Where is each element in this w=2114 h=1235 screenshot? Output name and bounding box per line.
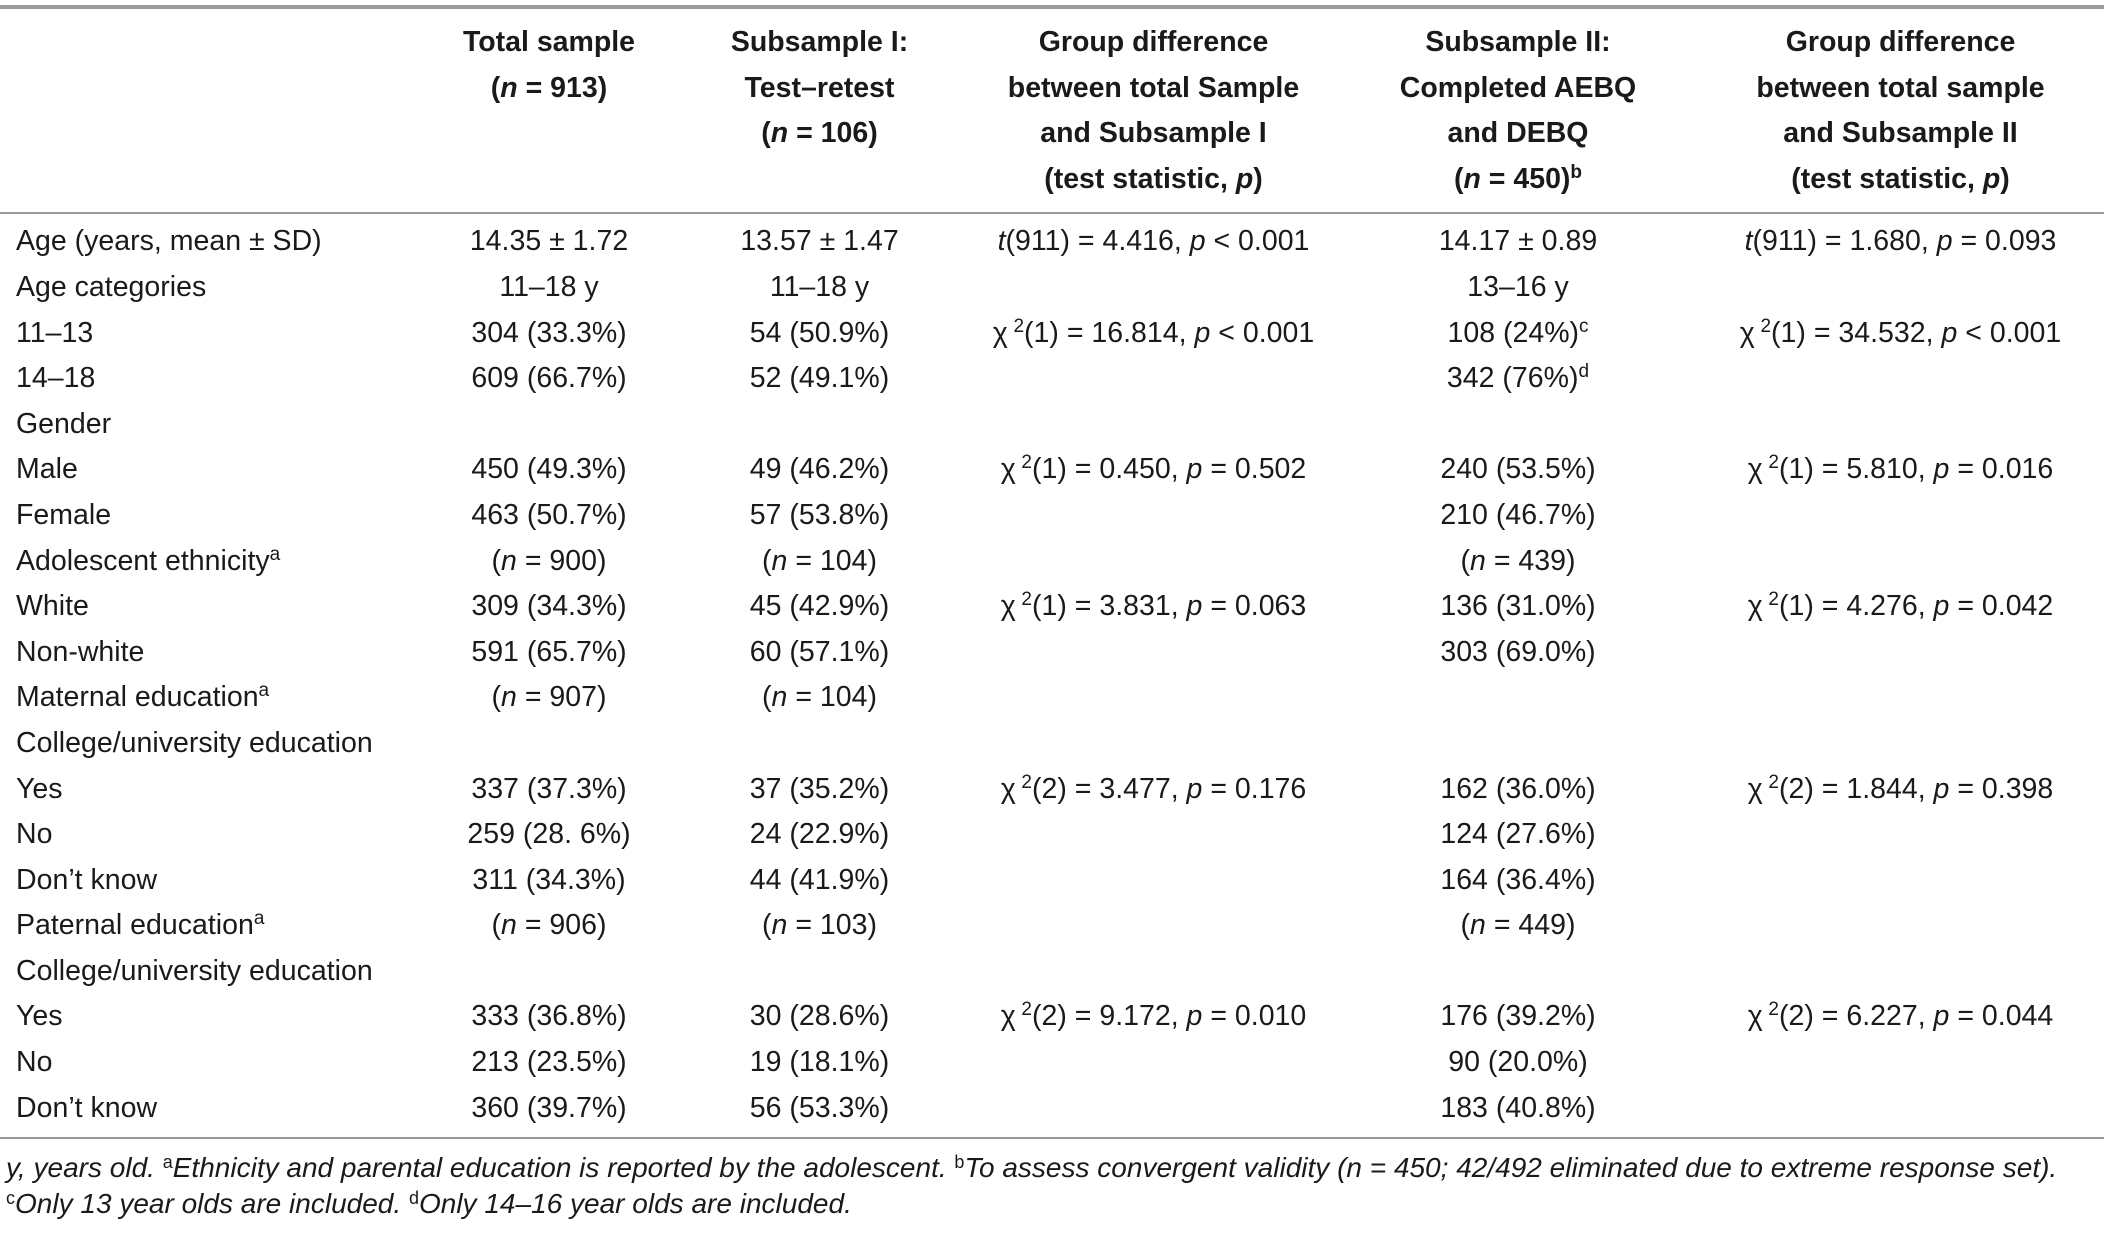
cell-subsample-1: 56 (53.3%) — [671, 1086, 968, 1139]
cell-subsample-1: 24 (22.9%) — [749, 818, 890, 851]
row-label: 14–18 — [16, 362, 96, 395]
table-row — [0, 265, 2104, 311]
header-label — [0, 8, 427, 213]
header-total-sample — [427, 8, 671, 213]
cell-group-diff-1: χ $^2$(2) = 9.172, p = 0.010 — [1000, 999, 1307, 1033]
cell-total-sample: 304 (33.3%) — [471, 316, 627, 349]
cell-total-sample: 360 (39.7%) — [427, 1086, 671, 1139]
cell-group-diff-1: χ $^2$(1) = 16.814, p < 0.001 — [992, 315, 1315, 349]
cell-total-sample: 450 (49.3%) — [471, 453, 627, 486]
cell-group-diff-1 — [968, 675, 1339, 721]
cell-total-sample — [427, 721, 671, 767]
footnote-marker: c — [6, 1188, 15, 1208]
cell-subsample-2: 164 (36.4%) — [1440, 863, 1596, 896]
cell-subsample-2: (n = 439) — [1460, 544, 1576, 577]
row-label: Adolescent ethnicity$^a$ — [16, 543, 281, 577]
stat-symbol: p — [1933, 453, 1950, 486]
cell-group-diff-2: χ $^2$(1) = 4.276, p = 0.042 — [1747, 589, 2054, 623]
cell-subsample-2 — [1339, 675, 1697, 721]
table-row — [0, 1040, 2104, 1086]
cell-subsample-1: 30 (28.6%) — [749, 1000, 890, 1033]
cell-subsample-1 — [671, 721, 968, 767]
table-row — [0, 994, 2104, 1040]
cell-subsample-2: 90 (20.0%) — [1448, 1046, 1588, 1079]
header-line: Group difference — [1038, 26, 1269, 58]
header-line: between total sample — [1756, 71, 2045, 104]
table-row — [0, 447, 2104, 493]
cell-subsample-1 — [671, 402, 968, 448]
table-row — [0, 767, 2104, 813]
header-line: Subsample II: — [1425, 26, 1611, 58]
header-p-symbol: p — [1982, 162, 2001, 195]
cell-total-sample: 259 (28. 6%) — [467, 818, 631, 851]
cell-subsample-2 — [1339, 949, 1697, 995]
exponent: 2 — [1021, 999, 1032, 1021]
stat-symbol: p — [1186, 772, 1203, 805]
cell-subsample-2: (n = 449) — [1460, 909, 1576, 942]
table-row — [0, 213, 2104, 265]
stat-symbol: n — [771, 544, 788, 577]
cell-subsample-1: 57 (53.8%) — [749, 498, 890, 531]
exponent: 2 — [1021, 589, 1032, 611]
cell-total-sample — [427, 402, 671, 448]
cell-subsample-1: 49 (46.2%) — [749, 453, 890, 486]
header-n-line: (n = 106) — [761, 117, 878, 150]
table-footnote — [6, 1150, 2057, 1222]
table-row — [0, 1086, 2104, 1139]
cell-total-sample: 309 (34.3%) — [471, 590, 627, 623]
cell-total-sample: 609 (66.7%) — [471, 362, 627, 395]
cell-total-sample: 213 (23.5%) — [471, 1046, 627, 1079]
exponent: 2 — [1768, 452, 1779, 474]
header-line: and DEBQ — [1447, 117, 1589, 150]
cell-group-diff-2 — [1697, 858, 2104, 904]
cell-subsample-2: 14.17 ± 0.89 — [1438, 225, 1598, 258]
cell-group-diff-2 — [1697, 949, 2104, 995]
cell-total-sample: 337 (37.3%) — [471, 772, 627, 805]
header-p-line: (test statistic, p) — [1791, 162, 2010, 195]
cell-group-diff-2: χ $^2$(2) = 6.227, p = 0.044 — [1747, 999, 2054, 1033]
cell-subsample-1: 45 (42.9%) — [749, 590, 890, 623]
row-label: Non-white — [16, 635, 145, 668]
cell-group-diff-2: χ $^2$(1) = 5.810, p = 0.016 — [1747, 452, 2054, 486]
cell-total-sample: 591 (65.7%) — [471, 635, 627, 668]
stat-symbol: n — [501, 909, 517, 942]
cell-group-diff-2 — [1697, 1086, 2104, 1139]
cell-group-diff-2: χ $^2$(1) = 34.532, p < 0.001 — [1739, 315, 2062, 349]
cell-subsample-1: 52 (49.1%) — [749, 362, 890, 395]
cell-group-diff-1 — [968, 630, 1339, 676]
cell-total-sample: 11–18 y — [499, 270, 599, 303]
cell-group-diff-1: t(911) = 4.416, p < 0.001 — [997, 225, 1310, 258]
header-line: Total sample — [462, 26, 636, 58]
table-row — [0, 949, 2104, 995]
footnote-line-2: $^c$Only 13 year olds are included. $^d$Only 14–16 year olds are included. — [6, 1188, 852, 1219]
row-label: Paternal education$^a$ — [16, 908, 265, 942]
header-group-diff-1 — [968, 8, 1339, 213]
table-row — [0, 539, 2104, 585]
row-label: 11–13 — [16, 316, 94, 349]
cell-subsample-1 — [671, 949, 968, 995]
footnote-marker: b — [954, 1152, 965, 1172]
footnote-marker: a — [269, 543, 281, 565]
row-label: Maternal education$^a$ — [16, 680, 270, 714]
header-subsample-2 — [1339, 8, 1697, 213]
cell-group-diff-1 — [968, 721, 1339, 767]
stat-symbol: p — [1186, 453, 1203, 486]
cell-group-diff-1 — [968, 1086, 1339, 1139]
row-label: Gender — [16, 407, 112, 440]
stat-symbol: p — [1933, 590, 1950, 623]
row-label: Female — [16, 498, 112, 531]
cell-total-sample: 463 (50.7%) — [471, 498, 627, 531]
header-line: Test–retest — [744, 71, 895, 104]
table-row — [0, 675, 2104, 721]
cell-group-diff-1 — [968, 812, 1339, 858]
footnote-marker: a — [253, 908, 265, 930]
cell-subsample-1: 13.57 ± 1.47 — [740, 225, 899, 258]
cell-group-diff-2 — [1697, 539, 2104, 585]
cell-total-sample: (n = 907) — [491, 681, 607, 714]
stat-symbol: p — [1936, 225, 1953, 258]
cell-group-diff-1: χ $^2$(1) = 0.450, p = 0.502 — [1000, 452, 1307, 486]
cell-total-sample: (n = 900) — [491, 544, 607, 577]
exponent: 2 — [1768, 999, 1779, 1021]
row-label: Don’t know — [0, 1086, 427, 1139]
table-row — [0, 311, 2104, 357]
exponent: 2 — [1021, 771, 1032, 793]
header-line: Group difference — [1785, 26, 2016, 58]
row-label: No — [16, 1046, 53, 1079]
stat-symbol: p — [1186, 1000, 1203, 1033]
header-subsample-1 — [671, 8, 968, 213]
cell-group-diff-2 — [1697, 675, 2104, 721]
cell-total-sample: 333 (36.8%) — [471, 1000, 627, 1033]
stat-symbol: n — [501, 544, 517, 577]
cell-subsample-2: 176 (39.2%) — [1440, 1000, 1596, 1033]
header-n-symbol: n — [770, 117, 789, 150]
cell-group-diff-1 — [968, 539, 1339, 585]
stat-symbol: p — [1189, 225, 1206, 258]
table-row — [0, 402, 2104, 448]
cell-group-diff-1 — [968, 903, 1339, 949]
cell-group-diff-1 — [968, 356, 1339, 402]
cell-subsample-2: 108 $(24\%)^c$ — [1447, 315, 1589, 349]
footnote-marker: b — [1570, 161, 1583, 183]
cell-group-diff-2 — [1697, 402, 2104, 448]
cell-subsample-1: (n = 104) — [762, 681, 877, 714]
stat-symbol: p — [1194, 316, 1211, 349]
cell-subsample-2: 342 $(76\%)^d$ — [1446, 361, 1590, 395]
row-label: Yes — [16, 1000, 63, 1033]
row-label: Yes — [16, 772, 63, 805]
cell-subsample-2 — [1339, 721, 1697, 767]
cell-group-diff-2 — [1697, 903, 2104, 949]
header-p-symbol: p — [1235, 162, 1254, 195]
row-label: Don’t know — [16, 863, 158, 896]
exponent: 2 — [1760, 315, 1772, 337]
cell-group-diff-1: χ $^2$(1) = 3.831, p = 0.063 — [1000, 589, 1307, 623]
cell-group-diff-2: χ $^2$(2) = 1.844, p = 0.398 — [1747, 771, 2054, 805]
stat-symbol: t — [997, 225, 1006, 258]
cell-subsample-1: 60 (57.1%) — [749, 635, 890, 668]
cell-group-diff-2 — [1697, 1040, 2104, 1086]
cell-group-diff-1 — [968, 493, 1339, 539]
cell-subsample-1: 37 (35.2%) — [749, 772, 890, 805]
cell-group-diff-2: t(911) = 1.680, p = 0.093 — [1744, 225, 2057, 258]
footnote-marker: a — [258, 680, 270, 702]
header-group-diff-2 — [1697, 8, 2104, 213]
stat-symbol: n — [771, 681, 788, 714]
cell-subsample-2: 162 (36.0%) — [1440, 772, 1596, 805]
cell-subsample-1: (n = 104) — [762, 544, 877, 577]
footnote-marker: a — [162, 1152, 173, 1172]
cell-subsample-2 — [1339, 402, 1697, 448]
table-row — [0, 584, 2104, 630]
cell-group-diff-2 — [1697, 265, 2104, 311]
cell-group-diff-2 — [1697, 630, 2104, 676]
cell-subsample-2: 210 (46.7%) — [1440, 498, 1596, 531]
header-n-line: (n = 913) — [490, 71, 608, 104]
cell-subsample-2: 303 (69.0%) — [1440, 635, 1596, 668]
cell-group-diff-2 — [1697, 812, 2104, 858]
table-row — [0, 812, 2104, 858]
cell-group-diff-2 — [1697, 356, 2104, 402]
row-label: College/university education — [16, 954, 373, 987]
header-line: and Subsample I — [1040, 117, 1267, 150]
cell-subsample-1: 11–18 y — [769, 270, 870, 303]
stat-symbol: n — [771, 909, 788, 942]
cell-total-sample: 311 (34.3%) — [472, 863, 626, 896]
cell-group-diff-1 — [968, 949, 1339, 995]
cell-total-sample: 14.35 ± 1.72 — [469, 225, 629, 258]
cell-subsample-2: 136 (31.0%) — [1440, 590, 1596, 623]
stat-symbol: p — [1941, 316, 1958, 349]
cell-subsample-2: 183 (40.8%) — [1339, 1086, 1697, 1139]
row-label: No — [16, 818, 53, 851]
cell-total-sample — [427, 949, 671, 995]
cell-group-diff-1 — [968, 402, 1339, 448]
cell-subsample-1: 54 (50.9%) — [749, 316, 890, 349]
stat-symbol: n — [1470, 544, 1486, 577]
row-label: Age (years, mean ± SD) — [16, 225, 322, 258]
stat-symbol: n — [1470, 909, 1486, 942]
cell-group-diff-1: χ $^2$(2) = 3.477, p = 0.176 — [1000, 771, 1307, 805]
row-label: College/university education — [16, 726, 373, 759]
cell-subsample-1: 44 (41.9%) — [749, 863, 890, 896]
header-n-symbol: n — [500, 71, 518, 104]
exponent: 2 — [1768, 589, 1779, 611]
stat-symbol: p — [1933, 1000, 1950, 1033]
exponent: 2 — [1013, 315, 1025, 337]
cell-group-diff-2 — [1697, 721, 2104, 767]
cell-subsample-1: (n = 103) — [762, 909, 877, 942]
table-body — [0, 213, 2104, 1138]
exponent: 2 — [1768, 771, 1779, 793]
stat-symbol: p — [1186, 590, 1203, 623]
demographics-table — [0, 5, 2104, 1139]
header-n-symbol: n — [1463, 162, 1481, 195]
cell-group-diff-2 — [1697, 493, 2104, 539]
footnote-marker: c — [1579, 315, 1589, 337]
table-row — [0, 721, 2104, 767]
cell-subsample-2: 13–16 y — [1467, 270, 1569, 303]
header-line: Subsample I: — [730, 26, 909, 58]
cell-subsample-2: 124 (27.6%) — [1440, 818, 1596, 851]
exponent: 2 — [1021, 452, 1032, 474]
cell-subsample-2: 240 (53.5%) — [1440, 453, 1596, 486]
row-label: Male — [16, 453, 78, 486]
header-n-line: (n = 450)$^b$ — [1453, 161, 1583, 195]
cell-total-sample: (n = 906) — [491, 909, 607, 942]
header-line: between total Sample — [1007, 71, 1300, 104]
footnote-line-1: y, years old. $^a$Ethnicity and parental education is reported by the adolescent. $^b$To assess convergent validity (n = 450; 42/492 eliminated due to extreme response set). — [6, 1152, 2058, 1183]
stat-symbol: t — [1744, 225, 1753, 258]
footnote-marker: d — [408, 1188, 419, 1208]
cell-subsample-1: 19 (18.1%) — [749, 1046, 890, 1079]
row-label: Age categories — [16, 270, 207, 303]
stat-symbol: p — [1933, 772, 1950, 805]
header-line: and Subsample II — [1783, 117, 2018, 150]
table-row — [0, 356, 2104, 402]
table-row — [0, 858, 2104, 904]
stat-symbol: n — [501, 681, 517, 714]
table-row — [0, 493, 2104, 539]
cell-group-diff-1 — [968, 265, 1339, 311]
row-label: White — [16, 590, 89, 623]
header-row — [0, 8, 2104, 213]
footnote-marker: d — [1578, 361, 1590, 383]
header-line: Completed AEBQ — [1399, 71, 1637, 104]
cell-group-diff-1 — [968, 1040, 1339, 1086]
table-row — [0, 903, 2104, 949]
cell-group-diff-1 — [968, 858, 1339, 904]
table-header — [0, 6, 2104, 213]
header-p-line: (test statistic, p) — [1044, 162, 1263, 195]
table-row — [0, 630, 2104, 676]
